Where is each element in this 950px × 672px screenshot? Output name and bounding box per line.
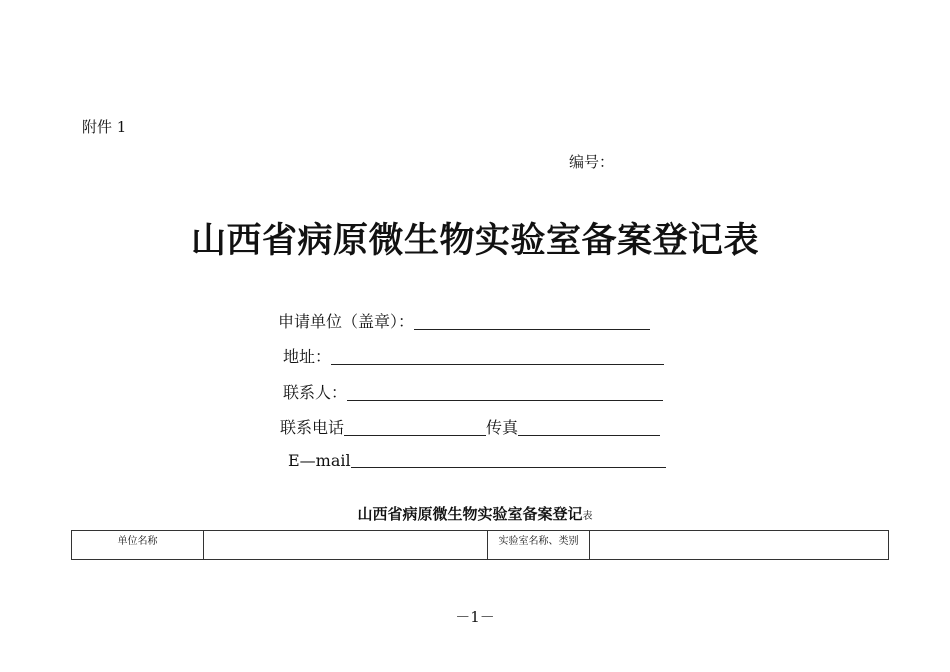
address-label: 地址： [283,347,332,366]
page-number: －1－ [455,608,495,626]
table-title-suffix: 表 [582,511,593,522]
unit-name-label: 单位名称 [72,531,204,560]
phone-label: 联系电话 [280,418,345,437]
attachment-label: 附件 1 [82,118,127,136]
phone-field[interactable] [344,419,486,436]
table-title-main: 山西省病原微生物实验室备案登记 [357,505,583,523]
fax-label: 传真 [486,418,519,437]
address-row [283,344,664,367]
address-field[interactable] [331,348,664,365]
applicant-unit-field[interactable] [414,313,650,330]
email-field[interactable] [351,451,666,468]
contact-field[interactable] [347,384,663,401]
lab-name-cell[interactable] [590,531,889,560]
unit-name-cell[interactable] [204,531,488,560]
applicant-unit-row [278,309,650,332]
page-title: 山西省病原微生物实验室备案登记表 [190,220,759,261]
serial-number-label: 编号： [569,153,615,171]
contact-row [283,380,663,403]
contact-label: 联系人： [283,383,348,402]
phone-fax-row [280,415,660,438]
applicant-unit-label: 申请单位（盖章）： [278,312,415,331]
table-title [0,503,950,524]
email-label: E—mail [288,451,351,470]
registration-table [71,530,889,560]
fax-field[interactable] [518,419,660,436]
lab-name-label: 实验室名称、类别 [488,531,590,560]
email-row [288,451,666,470]
table-row [72,531,889,560]
